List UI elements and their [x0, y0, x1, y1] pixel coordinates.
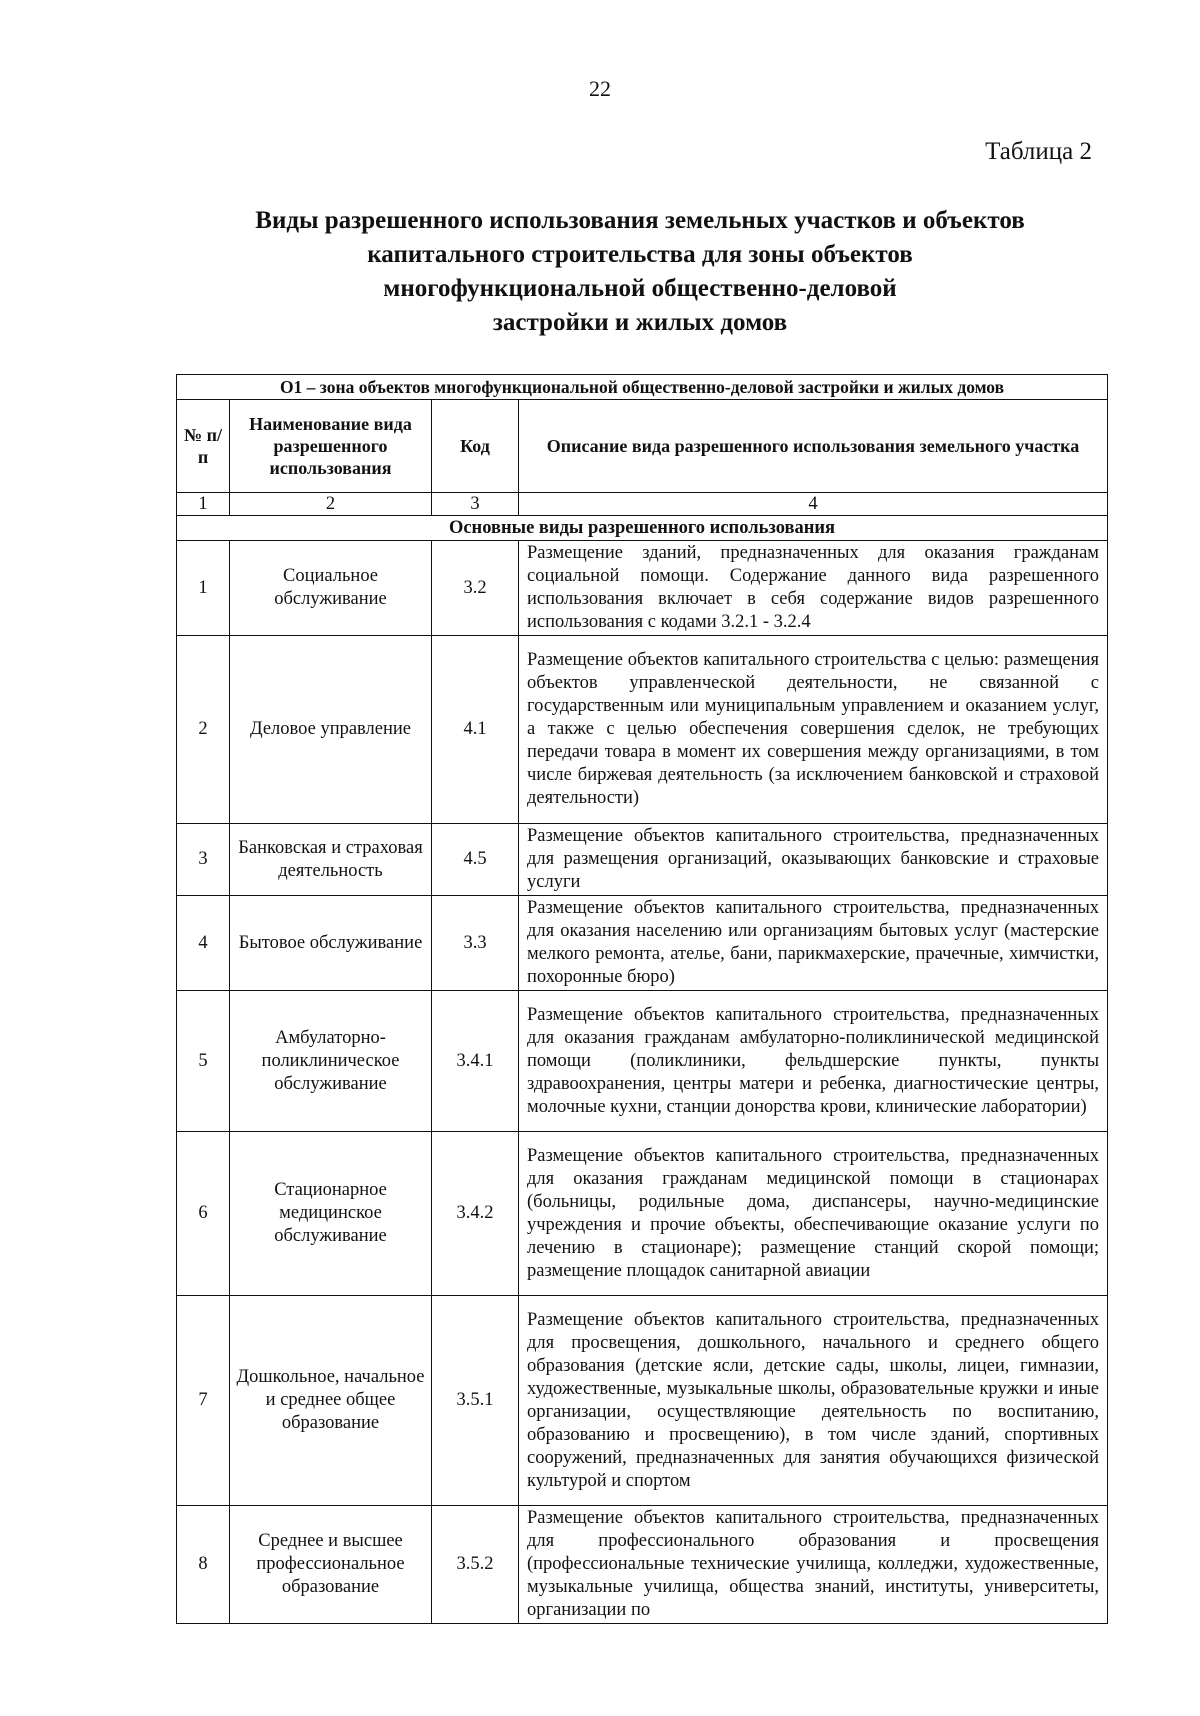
row-number: 4: [177, 896, 230, 991]
use-name: Амбулаторно-поликлиническое обслуживание: [230, 991, 432, 1132]
section-title: Основные виды разрешенного использования: [177, 516, 1108, 541]
use-description: Размещение объектов капитального строительства с целью: размещения объектов управленческой деятельности, не связанной с государственным или муниципальным управлением и оказанием услуг, а также с целью обеспечения совершения сделок, не требующих передачи товара в момент их совершения между организациями, в том числе биржевая деятельность (за исключением банковской и страховой деятельности): [519, 636, 1108, 824]
title-line: капитального строительства для зоны объектов: [367, 241, 913, 268]
use-code: 4.5: [432, 824, 519, 896]
column-header-code: Код: [432, 400, 519, 493]
document-title: [150, 204, 1130, 340]
row-number: 1: [177, 541, 230, 636]
row-number: 7: [177, 1296, 230, 1506]
zone-header: О1 – зона объектов многофункциональной общественно-деловой застройки и жилых домов: [177, 375, 1108, 400]
use-name: Деловое управление: [230, 636, 432, 824]
table-row: [177, 1132, 1108, 1296]
section-row: [177, 516, 1108, 541]
table-row: [177, 824, 1108, 896]
table-row: [177, 636, 1108, 824]
row-number: 5: [177, 991, 230, 1132]
use-code: 3.4.2: [432, 1132, 519, 1296]
column-number: 3: [432, 493, 519, 516]
column-header-name: Наименование вида разрешенного использования: [230, 400, 432, 493]
column-number: 4: [519, 493, 1108, 516]
table-label: Таблица 2: [985, 138, 1092, 165]
column-header-row: [177, 400, 1108, 493]
use-description: Размещение объектов капитального строительства, предназначенных для оказания населению или организациям бытовых услуг (мастерские мелкого ремонта, ателье, бани, парикмахерские, прачечные, химчистки, похоронные бюро): [519, 896, 1108, 991]
use-code: 3.5.2: [432, 1506, 519, 1624]
table-row: [177, 541, 1108, 636]
table-row: [177, 1296, 1108, 1506]
title-line: застройки и жилых домов: [492, 309, 788, 336]
use-description: Размещение объектов капитального строительства, предназначенных для просвещения, дошкольного, начального и среднего общего образования (детские ясли, детские сады, школы, лицеи, гимназии, художественные, музыкальные школы, образовательные кружки и иные организации, осуществляющие деятельность по воспитанию, образованию и просвещению), в том числе зданий, спортивных сооружений, предназначенных для занятия обучающихся физической культурой и спортом: [519, 1296, 1108, 1506]
table-row: [177, 1506, 1108, 1624]
use-code: 4.1: [432, 636, 519, 824]
column-header-description: Описание вида разрешенного использования земельного участка: [519, 400, 1108, 493]
use-name: Социальное обслуживание: [230, 541, 432, 636]
title-line: Виды разрешенного использования земельных участков и объектов: [255, 207, 1025, 234]
table-row: [177, 896, 1108, 991]
row-number: 3: [177, 824, 230, 896]
use-code: 3.3: [432, 896, 519, 991]
row-number: 6: [177, 1132, 230, 1296]
use-description: Размещение зданий, предназначенных для оказания гражданам социальной помощи. Содержание данного вида разрешенного использования включает в себя содержание видов разрешенного использования с кодами 3.2.1 - 3.2.4: [519, 541, 1108, 636]
use-name: Среднее и высшее профессиональное образование: [230, 1506, 432, 1624]
use-description: Размещение объектов капитального строительства, предназначенных для профессионального образования и просвещения (профессиональные технические училища, колледжи, художественные, музыкальные училища, общества знаний, институты, университеты, организации по: [519, 1506, 1108, 1624]
row-number: 2: [177, 636, 230, 824]
zone-header-row: [177, 375, 1108, 400]
use-name: Стационарное медицинское обслуживание: [230, 1132, 432, 1296]
title-line: многофункциональной общественно-деловой: [383, 275, 897, 302]
row-number: 8: [177, 1506, 230, 1624]
table-row: [177, 991, 1108, 1132]
column-number: 1: [177, 493, 230, 516]
use-code: 3.2: [432, 541, 519, 636]
use-name: Банковская и страховая деятельность: [230, 824, 432, 896]
column-number-row: [177, 493, 1108, 516]
use-code: 3.4.1: [432, 991, 519, 1132]
use-description: Размещение объектов капитального строительства, предназначенных для размещения организаций, оказывающих банковские и страховые услуги: [519, 824, 1108, 896]
use-code: 3.5.1: [432, 1296, 519, 1506]
use-description: Размещение объектов капитального строительства, предназначенных для оказания гражданам медицинской помощи в стационарах (больницы, родильные дома, диспансеры, научно-медицинские учреждения и прочие объекты, обеспечивающие оказание услуги по лечению в стационаре); размещение станций скорой помощи; размещение площадок санитарной авиации: [519, 1132, 1108, 1296]
column-number: 2: [230, 493, 432, 516]
use-name: Дошкольное, начальное и среднее общее образование: [230, 1296, 432, 1506]
land-use-table: [176, 374, 1108, 1624]
column-header-number: № п/п: [177, 400, 230, 493]
use-description: Размещение объектов капитального строительства, предназначенных для оказания гражданам амбулаторно-поликлинической медицинской помощи (поликлиники, фельдшерские пункты, пункты здравоохранения, центры матери и ребенка, диагностические центры, молочные кухни, станции донорства крови, клинические лаборатории): [519, 991, 1108, 1132]
use-name: Бытовое обслуживание: [230, 896, 432, 991]
page-number: 22: [589, 76, 611, 101]
